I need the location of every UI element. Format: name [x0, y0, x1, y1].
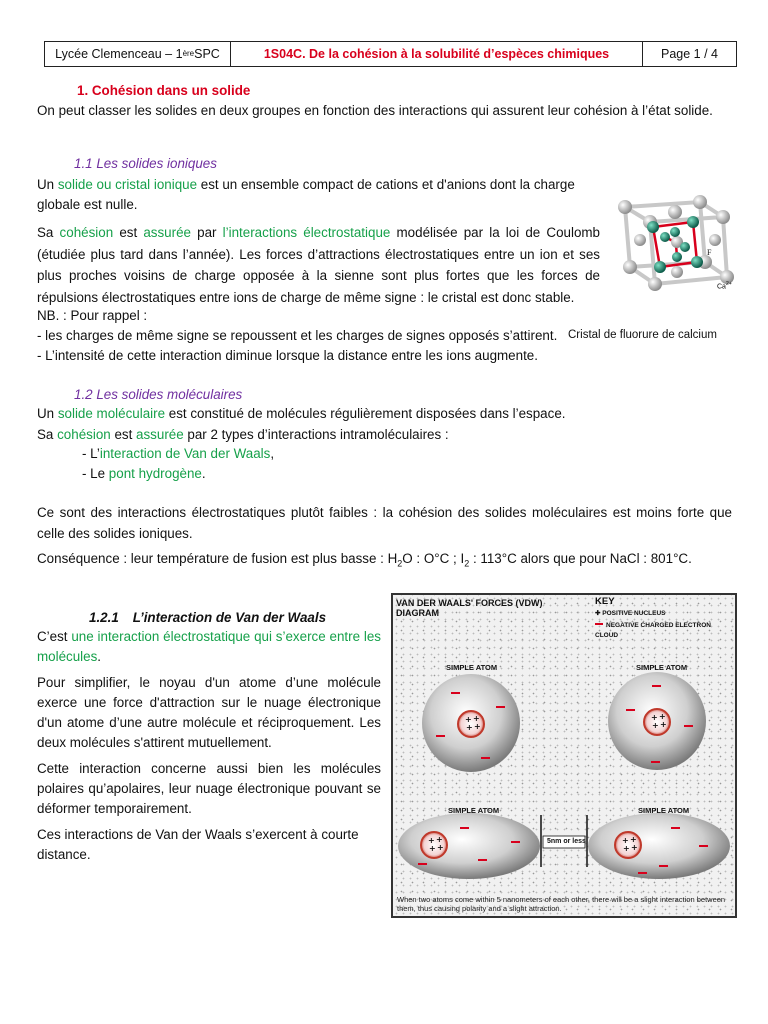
header-school-class: SPC	[194, 47, 220, 61]
plus-icon: ✚	[595, 610, 603, 617]
text: : 113°C alors que pour NaCl : 801°C.	[469, 551, 692, 566]
key-positive-label: POSITIVE NUCLEUS	[602, 610, 666, 617]
svg-text:+: +	[473, 714, 480, 723]
atom-cloud-elongated	[398, 813, 540, 879]
text: Un	[37, 177, 58, 192]
svg-text:+: +	[622, 836, 629, 845]
text: - Le	[82, 466, 109, 481]
section-1-2-title: 1.2 Les solides moléculaires	[74, 387, 243, 402]
molecular-definition	[37, 404, 732, 424]
term-cohesion: cohésion	[59, 225, 114, 240]
crystal-caption: Cristal de fluorure de calcium	[568, 329, 717, 341]
interaction-item-hbond	[82, 464, 206, 484]
term-ionic-solid: solide ou cristal ionique	[57, 177, 198, 192]
svg-text:+: +	[623, 844, 630, 853]
text: Sa	[37, 225, 60, 240]
svg-text:+: +	[652, 721, 659, 730]
subscript: 2	[464, 558, 470, 569]
diagram-title-2: DIAGRAM	[396, 608, 439, 618]
header-page-number: Page 1 / 4	[661, 47, 718, 61]
svg-text:+: +	[631, 843, 638, 852]
text: .	[201, 466, 206, 481]
label-calcium-charge: 2+	[725, 281, 732, 287]
diagram-footer: When two atoms come within 5 nanometers of each other, there will be a slight interaction between them, thus causing polarity and a slight attraction.	[397, 895, 726, 913]
subscript: 2	[397, 558, 403, 569]
section-1-1-title: 1.1 Les solides ioniques	[74, 156, 217, 171]
interaction-item-vdw	[82, 444, 274, 464]
section-1-2-1-title	[89, 608, 326, 628]
text: par 2 types d’interactions intramoléculaires :	[183, 427, 449, 442]
atom-label: SIMPLE ATOM	[448, 806, 500, 815]
text: O : O°C ; I	[402, 551, 465, 566]
header-title: 1S04C. De la cohésion à la solubilité d’espèces chimiques	[231, 42, 643, 66]
svg-text:+: +	[436, 835, 443, 844]
svg-text:+: +	[428, 836, 435, 845]
text: - L’	[82, 446, 100, 461]
atom-label: SIMPLE ATOM	[636, 663, 688, 672]
text: Sa	[37, 427, 58, 442]
text: est	[113, 225, 144, 240]
text: est un ensemble compact de cations et d'anions dont la charge globale est nulle.	[37, 177, 575, 212]
nb-label: NB. : Pour rappel :	[37, 308, 148, 323]
svg-text:+: +	[465, 715, 472, 724]
svg-text:+: +	[659, 712, 666, 721]
atom-cloud-elongated	[588, 813, 730, 879]
page-header	[44, 41, 737, 67]
svg-text:+: +	[630, 835, 637, 844]
vdw-definition	[37, 627, 381, 667]
molecular-cohesion	[37, 425, 732, 445]
header-school-text: Lycée Clemenceau – 1	[55, 47, 183, 61]
calcium-fluoride-crystal-image	[605, 192, 745, 298]
van-der-waals-diagram	[391, 593, 737, 918]
term-molecular-solid: solide moléculaire	[57, 406, 166, 421]
section-1-intro: On peut classer les solides en deux groupes en fonction des interactions qui assurent leur cohésion à l’état solide.	[37, 103, 713, 118]
text: est constitué de molécules régulièrement disposées dans l’espace.	[165, 406, 566, 421]
atoms-drawing	[393, 595, 735, 916]
text: .	[97, 649, 102, 664]
header-school	[45, 42, 231, 66]
distance-label: 5nm or less	[547, 838, 586, 845]
text: C’est	[37, 629, 72, 644]
section-1-title: 1. Cohésion dans un solide	[77, 83, 251, 98]
key-negative-label: NEGATIVE CHARGED ELECTRON CLOUD	[595, 622, 711, 639]
reminder-bullet-1: - les charges de même signe se repoussent et les charges de signes opposés s’attirent.	[37, 328, 558, 343]
svg-text:+: +	[474, 722, 481, 731]
reminder-bullet-2: - L’intensité de cette interaction diminue lorsque la distance entre les ions augmente.	[37, 348, 538, 363]
header-school-sup: ère	[182, 49, 195, 58]
text: modélisée par la loi de Coulomb (étudiée plus tard dans l’année). Les forces d’attractions électrostatiques entre un ion et ses plus proches voisins de charge opposée à la sienne sont plus fortes que les forces de répulsions électrostatiques entre ions de charge de même signe : le cristal est donc stable.	[37, 225, 601, 306]
svg-text:+: +	[660, 720, 667, 729]
term-electrostatic: l’interactions électrostatique	[222, 225, 391, 240]
section-title-text: L’interaction de Van der Waals	[132, 610, 327, 625]
vdw-polarity: Cette interaction concerne aussi bien les molécules polaires qu’apolaires, leur nuage électronique pouvant se déformer temporairement.	[37, 761, 381, 816]
text: par	[190, 225, 223, 240]
vdw-explanation: Pour simplifier, le noyau d'un atome d’une molécule exerce une force d'attraction sur le nuage électronique d'un atome d’une autre molécule et réciproquement. Les deux molécules s'attirent mutuellement.	[37, 675, 381, 750]
term-assuree: assurée	[136, 427, 184, 442]
term-cohesion: cohésion	[57, 427, 111, 442]
ionic-cohesion-paragraph	[37, 222, 600, 309]
section-number: 1.2.1	[89, 610, 119, 625]
diagram-key-title: KEY	[595, 596, 615, 607]
text: est	[110, 427, 137, 442]
label-calcium-text: Ca	[717, 283, 726, 291]
term-van-der-waals: interaction de Van der Waals	[99, 446, 271, 461]
text: ,	[270, 446, 275, 461]
term-assuree: assurée	[143, 225, 191, 240]
ionic-definition	[37, 175, 605, 215]
diagram-title-1: VAN DER WAALS' FORCES (VDW)	[396, 598, 543, 608]
svg-text:+: +	[651, 713, 658, 722]
svg-text:+: +	[466, 723, 473, 732]
fusion-temperature-paragraph	[37, 549, 732, 574]
label-calcium	[717, 280, 732, 291]
vdw-distance: Ces interactions de Van der Waals s’exercent à courte distance.	[37, 827, 359, 862]
atom-label: SIMPLE ATOM	[446, 663, 498, 672]
weak-interactions-paragraph: Ce sont des interactions électrostatiques plutôt faibles : la cohésion des solides moléculaires est moins forte que celle des solides ioniques.	[37, 505, 732, 541]
label-fluorine: F	[707, 248, 712, 257]
term-hydrogen-bond: pont hydrogène	[108, 466, 202, 481]
term-electrostatic-interaction: une interaction électrostatique qui s’exerce entre les molécules	[37, 629, 381, 664]
text: Conséquence : leur température de fusion est plus basse : H	[37, 551, 398, 566]
svg-text:+: +	[437, 843, 444, 852]
text: Un	[37, 406, 58, 421]
svg-text:+: +	[429, 844, 436, 853]
atom-label: SIMPLE ATOM	[638, 806, 690, 815]
